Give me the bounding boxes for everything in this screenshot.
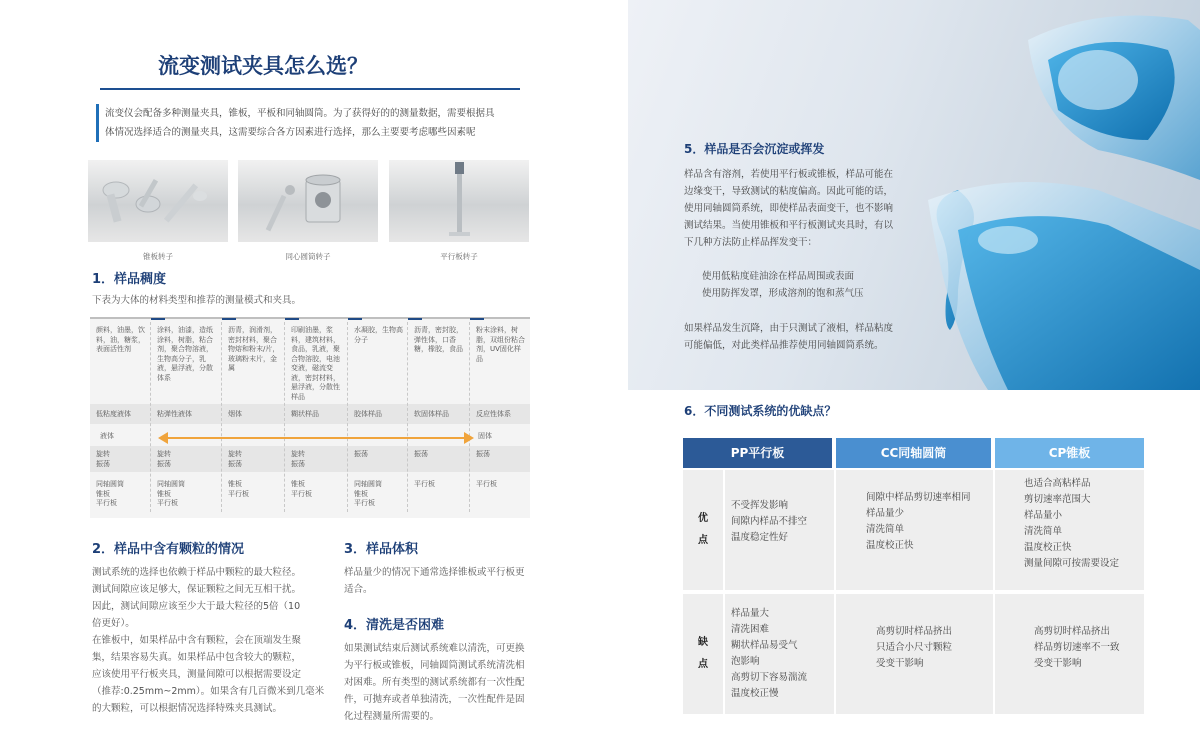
mode-cell: 振荡	[354, 450, 368, 458]
cons-item: 受变干影响	[1034, 658, 1082, 669]
cons-item: 只适合小尺寸颗粒	[876, 642, 953, 653]
column-separator	[284, 322, 285, 512]
header-pp-parallel-plate: PP平行板	[683, 438, 832, 468]
section4-body	[344, 640, 549, 725]
material-cell: 粉末涂料，树脂，双组份粘合剂，UV固化样品	[476, 326, 525, 363]
section-heading: 6．不同测试系统的优缺点？	[684, 404, 837, 418]
sample-type-cell: 低粘度液体	[96, 410, 131, 418]
pros-item: 间隙内样品不排空	[731, 516, 808, 527]
mode-cell: 振荡	[476, 450, 490, 458]
text-line: 测试系统的选择也依赖于样品中颗粒的最大粒径。	[92, 567, 302, 578]
fixture-cell: 平行板	[414, 480, 435, 488]
section-heading: 1．样品稠度	[92, 272, 167, 287]
pros-item: 剪切速率范围大	[1024, 494, 1091, 505]
pros-item: 间隙中样品剪切速率相同	[866, 492, 971, 503]
pros-label: 优 点	[698, 513, 708, 546]
cons-cell	[1034, 624, 1120, 672]
pros-cell	[731, 498, 807, 546]
section5-methods	[702, 268, 932, 302]
cons-item: 清洗困难	[731, 624, 770, 635]
cons-cell	[876, 624, 952, 672]
fixture-cell: 同轴圆筒 锥板 平行板	[354, 480, 382, 507]
text-line: 如果测试结束后测试系统难以清洗，可更换	[344, 643, 525, 654]
fixture-cell: 锥板 平行板	[291, 480, 312, 498]
text-line: 对困难。所有类型的测试系统都有一次性配	[344, 677, 525, 688]
pros-item: 清洗简单	[866, 524, 905, 535]
text-line: 下几种方法防止样品挥发变干：	[684, 237, 818, 248]
section-heading: 4．清洗是否困难	[344, 618, 445, 633]
cons-item: 泡影响	[731, 656, 760, 667]
material-cell: 颜料，油墨，饮料，油，糖浆，表面活性剂	[96, 326, 145, 353]
pros-item: 也适合高粘样品	[1024, 478, 1091, 489]
column-divider	[723, 470, 725, 714]
mode-cell: 旋转 振荡	[96, 450, 110, 468]
cons-item: 样品剪切速率不一致	[1034, 642, 1120, 653]
pros-item: 样品量少	[866, 508, 905, 519]
arrow-left-head	[158, 432, 168, 444]
pros-item: 温度稳定性好	[731, 532, 789, 543]
section2-body	[92, 564, 332, 717]
text-line: 边缘变干，导致测试的粘度偏高。因此可能的话，	[684, 186, 894, 197]
cons-item: 受变干影响	[876, 658, 924, 669]
state-label-solid: 固体	[478, 432, 492, 440]
fixture-cell: 同轴圆筒 锥板 平行板	[96, 480, 124, 507]
text-line: 如果样品发生沉降，由于只测试了液相，样品粘度	[684, 323, 894, 334]
column-separator	[347, 322, 348, 512]
text-line: 的大颗粒，可以根据情况选择特殊夹具测试。	[92, 703, 283, 714]
pros-cell	[1024, 476, 1119, 572]
sample-type-cell: 胶体样品	[354, 410, 382, 418]
column-tick	[470, 318, 484, 320]
sample-type-cell: 粘弹性液体	[157, 410, 192, 418]
column-tick	[348, 318, 362, 320]
concentric-cylinder-photo	[238, 160, 378, 242]
arrow-right-head	[464, 432, 474, 444]
fixture-cell: 平行板	[476, 480, 497, 488]
material-cell: 沥青，润滑剂，密封材料，聚合物熔和粉末/片，玻璃粉末片，金属	[228, 326, 280, 372]
sample-type-cell: 反应性体系	[476, 410, 511, 418]
column-separator	[407, 322, 408, 512]
text-line: 适合。	[344, 584, 373, 595]
column-separator	[150, 322, 151, 512]
material-cell: 涂料，油漆，造纸涂料，树脂，粘合剂，聚合物溶液，生物高分子，乳液，悬浮液，分散体系	[157, 326, 213, 382]
text-line: 样品含有溶剂，若使用平行板或锥板，样品可能在	[684, 169, 894, 180]
text-line: 倍更好）。	[92, 618, 135, 629]
pros-cell	[866, 490, 971, 554]
sample-type-cell: 糊状样品	[291, 410, 319, 418]
fixture-cell: 同轴圆筒 锥板 平行板	[157, 480, 185, 507]
method-item: 使用低粘度硅油涂在样品周围或表面	[702, 271, 855, 282]
material-cell: 水凝胶，生物高分子	[354, 326, 403, 344]
text-line: 件，可抛弃或者单独清洗，一次性配件是固	[344, 694, 525, 705]
column-tick	[408, 318, 422, 320]
intro-paragraph	[96, 104, 536, 142]
section-heading: 2．样品中含有颗粒的情况	[92, 542, 245, 557]
text-line: 化过程测量所需要的。	[344, 711, 440, 722]
pros-item: 温度校正快	[1024, 542, 1072, 553]
pros-item: 温度校正快	[866, 540, 914, 551]
column-tick	[285, 318, 299, 320]
photo-caption: 同心圆筒转子	[285, 252, 331, 261]
text-line: 因此，测试间隙应该至少大于最大粒径的5倍（10	[92, 601, 301, 612]
cons-item: 糊状样品易受气	[731, 640, 798, 651]
method-item: 使用防挥发罩，形成溶剂的饱和蒸气压	[702, 288, 864, 299]
text-line: 样品量少的情况下通常选择锥板或平行板更	[344, 567, 525, 578]
text-line: 在锥板中，如果样品中含有颗粒，会在顶端发生聚	[92, 635, 302, 646]
section3-body	[344, 564, 549, 598]
photo-caption: 锥板转子	[143, 252, 173, 261]
material-cell: 印刷油墨，浆料，建筑材料，食品，乳液，聚合物溶胶，电池变液，磁流变液，密封材料，悬浮液，分散性样品	[291, 326, 340, 401]
text-line: 集，结果容易失真。如果样品中包含较大的颗粒，	[92, 652, 302, 663]
text-line: 测试结果。当使用锥板和平行板测试夹具时，有以	[684, 220, 894, 231]
material-cell: 沥青，密封胶，弹性体，口香糖，橡胶，食品	[414, 326, 463, 353]
pros-item: 清洗简单	[1024, 526, 1063, 537]
intro-line: 体情况选择适合的测量夹具，这需要综合各方因素进行选择，那么主要要考虑哪些因素呢	[105, 127, 476, 138]
pros-item: 样品量小	[1024, 510, 1063, 521]
text-line: （推荐:0.25mm~2mm）。如果含有几百微米到几毫米	[92, 686, 325, 697]
state-label-liquid: 液体	[100, 432, 114, 440]
text-line: 可能偏低，对此类样品推荐使用同轴圆筒系统。	[684, 340, 884, 351]
text-line: 测试间隙应该足够大，保证颗粒之间无互相干扰。	[92, 584, 302, 595]
fixture-cell: 锥板 平行板	[228, 480, 249, 498]
sample-type-cell: 烟体	[228, 410, 242, 418]
title-divider	[100, 88, 520, 90]
photo-caption: 平行板转子	[440, 252, 478, 261]
section5-closing	[684, 320, 924, 354]
cons-label: 缺 点	[698, 637, 708, 670]
header-cc-concentric-cylinder: CC同轴圆筒	[836, 438, 991, 468]
cone-plate-spindle-photo	[88, 160, 228, 242]
column-divider	[834, 470, 836, 714]
column-separator	[221, 322, 222, 512]
cons-item: 高剪切时样品挤出	[876, 626, 953, 637]
column-tick	[222, 318, 236, 320]
mode-cell: 旋转 振荡	[157, 450, 171, 468]
cons-cell	[731, 606, 807, 702]
section-heading: 3．样品体积	[344, 542, 419, 557]
pros-item: 测量间隙可按需要设定	[1024, 558, 1120, 569]
header-cp-cone-plate: CP锥板	[995, 438, 1144, 468]
sample-type-cell: 软固体样品	[414, 410, 449, 418]
cons-item: 高剪切下容易湍流	[731, 672, 808, 683]
page-title: 流变测试夹具怎么选？	[158, 54, 368, 78]
parallel-plate-spindle-photo	[389, 160, 529, 242]
column-divider	[993, 470, 995, 714]
cons-item: 温度校正慢	[731, 688, 779, 699]
text-line: 应该使用平行板夹具，测量间隙可以根据需要设定	[92, 669, 302, 680]
cons-item: 样品量大	[731, 608, 770, 619]
column-tick	[151, 318, 165, 320]
section5-body	[684, 166, 924, 251]
section-description: 下表为大体的材料类型和推荐的测量模式和夹具。	[92, 295, 302, 306]
liquid-solid-arrow	[166, 437, 466, 439]
mode-cell: 旋转 振荡	[228, 450, 242, 468]
cons-item: 高剪切时样品挤出	[1034, 626, 1111, 637]
text-line: 为平行板或锥板，同轴圆筒测试系统清洗相	[344, 660, 525, 671]
mode-cell: 旋转 振荡	[291, 450, 305, 468]
pros-item: 不受挥发影响	[731, 500, 789, 511]
section-heading: 5．样品是否会沉淀或挥发	[684, 142, 825, 156]
text-line: 使用同轴圆筒系统，即使样品表面变干，也不影响	[684, 203, 894, 214]
intro-line: 流变仪会配备多种测量夹具，锥板，平板和同轴圆筒。为了获得好的的测量数据，需要根据具	[105, 108, 495, 119]
column-separator	[469, 322, 470, 512]
mode-cell: 振荡	[414, 450, 428, 458]
